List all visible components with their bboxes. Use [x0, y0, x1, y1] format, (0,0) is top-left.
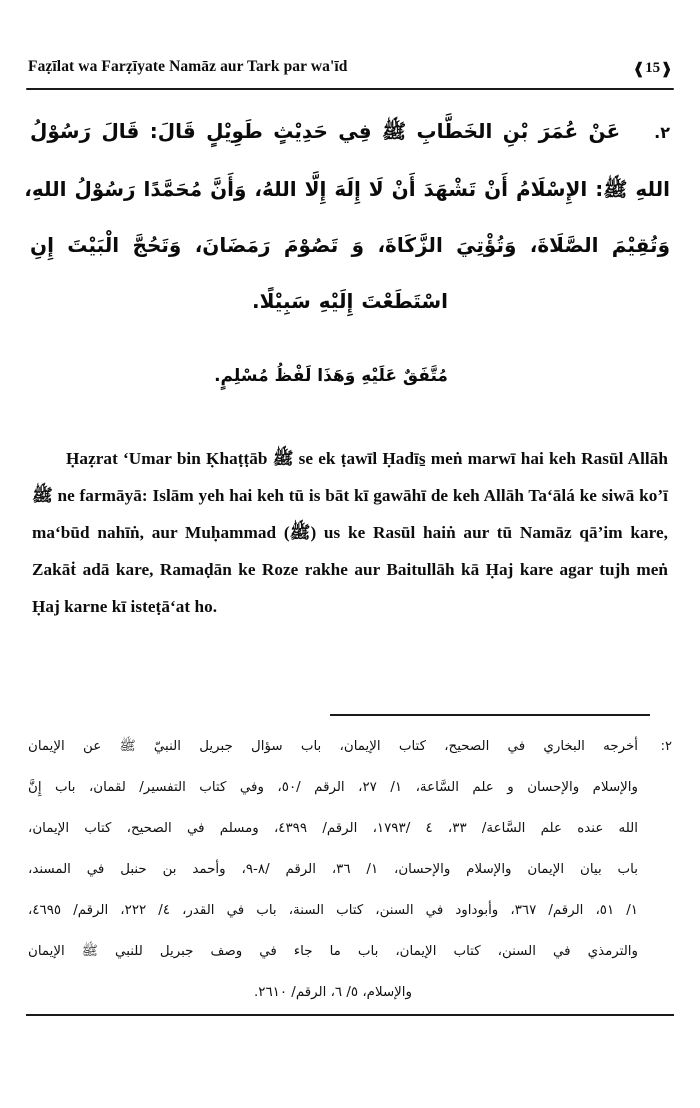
translation-paragraph: Ḥaẓrat ‘Umar bin Ḳhaṭṭāb ﷺ se ek ṭawīl Ḥadīs̱ meṅ marwī hai keh Rasūl Allāh ﷺ ne farmāyā: Islām yeh hai keh tū is bāt kī gawāhī de keh Allāh Ta‘ālá ke siwā ko’ī ma‘būd nahīṅ, aur Muḥammad (ﷺ) us ke Rasūl haiṅ aur tū Namāz qā’im kare, Zakāṫ adā kare, Ramaḍān ke Roze rakhe aur Baitullāh kā Ḥaj kare agar tujh meṅ Ḥaj karne kī isteṭā‘at ho. [32, 449, 668, 616]
arabic-line [30, 273, 670, 329]
hadith-number: ۲. [654, 123, 670, 142]
folio-left-ornament-icon: ❰ [633, 59, 645, 78]
footnote-line: باب بيان الإيمان والإسلام والإحسان، ١/ ٣٦، الرقم /٨-٩، وأحمد بن حنبل في المسند، [28, 862, 638, 877]
page-title: Faẓīlat wa Farẓīyate Namāz aur Tark par wa'īd [28, 58, 348, 75]
hadith-arabic-text [24, 103, 670, 329]
footnote-marker: ۲: [660, 739, 672, 754]
footnote-row [28, 726, 672, 1013]
arabic-line-text: وَتُقِيْمَ الصَّلَاةَ، وَتُؤْتِيَ الزَّكَاةَ، وَ تَصُوْمَ رَمَضَانَ، وَتَحُجَّ الْبَيْتَ إِنِ [30, 233, 670, 257]
footnote-line: أخرجه البخاري في الصحيح، كتاب الإيمان، باب سؤال جبريل النبيّ ﷺ عن الإيمان [28, 739, 638, 754]
footnote-line: ١/ ٥١، الرقم/ ٣٦٧، وأبوداود في السنن، كتاب السنة، باب في القدر، ٤/ ٢٢٢، الرقم/ ٤٦٩٥، [28, 903, 638, 918]
arabic-line-text: اسْتَطَعْتَ إِلَيْهِ سَبِيْلًا. [252, 289, 448, 313]
folio-value: 15 [645, 60, 661, 76]
footnote-line: الله عنده علم السَّاعة/ ٣٣، ٤ /١٧٩٣، الرقم/ ٤٣٩٩، ومسلم في الصحيح، كتاب الإيمان، [28, 821, 638, 836]
footnote-line: والترمذي في السنن، كتاب الإيمان، باب ما جاء في وصف جبريل للنبي ﷺ الإيمان [28, 944, 638, 959]
arabic-line [30, 103, 670, 161]
folio-right-ornament-icon: ❱ [661, 59, 672, 78]
header-divider [26, 88, 674, 90]
arabic-line [30, 217, 670, 273]
footnote-line: والإسلام والإحسان و علم السَّاعة، ١/ ٢٧، الرقم /٥٠، وفي كتاب التفسير/ لقمان، باب إِنَّ [28, 780, 638, 795]
arabic-line-text: اللهِ ﷺ: الإِسْلَامُ أَنْ تَشْهَدَ أَنْ لَا إِلَهَ إِلَّا اللهُ، وَأَنَّ مُحَمَّدًا رَسُوْلُ اللهِ، [24, 177, 670, 201]
footnote-line: والإسلام، ٥/ ٦، الرقم/ ٢٦١٠. [254, 985, 412, 1000]
bottom-divider [26, 1014, 674, 1016]
hadith-attribution: مُتَّفَقٌ عَلَيْهِ وَهَذَا لَفْظُ مُسْلِمٍ. [214, 366, 448, 386]
footnote-body [28, 726, 638, 1013]
folio-number [633, 60, 672, 77]
footnote-block [28, 726, 672, 1013]
footnote-divider [330, 714, 650, 716]
arabic-line [24, 161, 670, 217]
arabic-line-text: عَنْ عُمَرَ بْنِ الخَطَّابِ ﷺ فِي حَدِيْثٍ طَوِيْلٍ قَالَ: قَالَ رَسُوْلُ [30, 119, 621, 143]
running-head [28, 58, 672, 88]
